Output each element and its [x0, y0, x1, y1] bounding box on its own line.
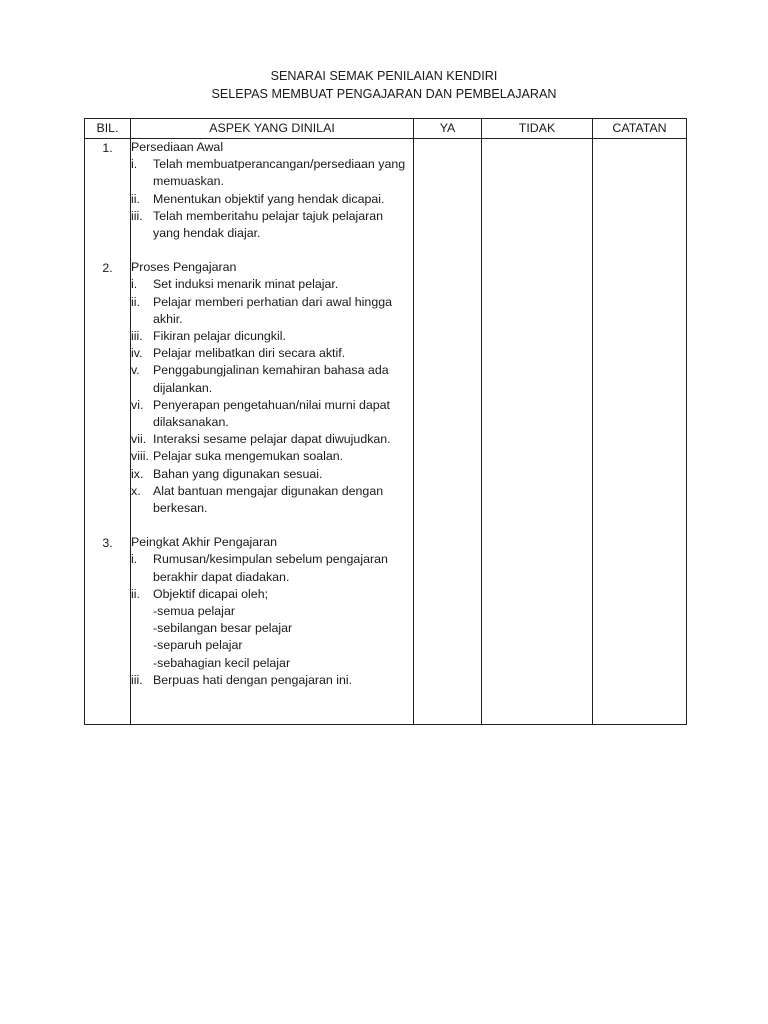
list-item	[131, 483, 413, 517]
table-body-row	[85, 139, 687, 725]
item-numeral: iii.	[131, 329, 143, 343]
item-numeral: ii.	[131, 586, 140, 601]
list-item	[131, 586, 413, 672]
list-item	[131, 448, 413, 465]
list-item	[131, 191, 413, 208]
section-number: 1.	[102, 140, 113, 155]
ya-checkbox-cell[interactable]	[414, 139, 482, 725]
item-sub-line: -separuh pelajar	[153, 638, 243, 653]
item-text: Telah memberitahu pelajar tajuk pelajaran yang hendak diajar.	[153, 208, 384, 240]
item-text: Fikiran pelajar dicungkil.	[153, 329, 286, 343]
item-sub-line: -semua pelajar	[153, 604, 235, 619]
catatan-notes-cell[interactable]	[593, 139, 687, 725]
item-sub-line: -sebahagian kecil pelajar	[153, 655, 291, 670]
item-numeral: vii.	[131, 432, 147, 447]
list-item	[131, 208, 413, 242]
item-text: Rumusan/kesimpulan sebelum pengajaran berakhir dapat diadakan.	[153, 552, 388, 584]
item-text: Pelajar melibatkan diri secara aktif.	[153, 346, 346, 361]
item-text: Pelajar memberi perhatian dari awal hingga akhir.	[153, 294, 392, 326]
list-item	[131, 294, 413, 328]
list-item	[131, 466, 413, 483]
item-numeral: viii.	[131, 449, 149, 464]
item-numeral: iii.	[131, 208, 143, 223]
section-title: Persediaan Awal	[131, 140, 224, 154]
item-text: Set induksi menarik minat pelajar.	[153, 277, 339, 292]
section-items	[131, 551, 413, 689]
list-item	[131, 672, 413, 689]
list-item	[131, 328, 413, 345]
title-line-2: SELEPAS MEMBUAT PENGAJARAN DAN PEMBELAJARAN	[211, 86, 557, 101]
section-items	[131, 156, 413, 242]
checklist-section	[131, 139, 413, 242]
item-text: Alat bantuan mengajar digunakan dengan berkesan.	[153, 483, 384, 516]
list-item	[131, 156, 413, 190]
list-item	[131, 551, 413, 585]
checklist-section	[131, 534, 413, 689]
item-numeral: iv.	[131, 346, 143, 361]
item-numeral: v.	[131, 363, 140, 378]
header-aspek: ASPEK YANG DINILAI	[131, 119, 414, 139]
item-sub-line: -sebilangan besar pelajar	[153, 621, 293, 636]
list-item	[131, 431, 413, 448]
item-text: Berpuas hati dengan pengajaran ini.	[153, 672, 353, 687]
item-numeral: i.	[131, 552, 138, 567]
item-numeral: ii.	[131, 191, 140, 206]
title-line-1: SENARAI SEMAK PENILAIAN KENDIRI	[270, 69, 498, 83]
item-text: Telah membuatperancangan/persediaan yang memuaskan.	[153, 157, 406, 189]
section-items	[131, 276, 413, 517]
table-header-row	[85, 119, 687, 139]
header-ya: YA	[414, 119, 482, 139]
sections-list	[131, 139, 413, 689]
list-item	[131, 397, 413, 431]
item-numeral: ii.	[131, 294, 140, 309]
item-text: Penyerapan pengetahuan/nilai murni dapat dilaksanakan.	[153, 397, 390, 430]
section-number: 2.	[102, 260, 113, 275]
header-tidak: TIDAK	[482, 119, 593, 139]
list-item	[131, 345, 413, 362]
item-text: Menentukan objektif yang hendak dicapai.	[153, 191, 385, 206]
item-numeral: x.	[131, 483, 141, 498]
checklist-table	[84, 118, 687, 725]
section-title: Proses Pengajaran	[131, 260, 237, 275]
header-bil: BIL.	[85, 119, 131, 139]
list-item	[131, 276, 413, 293]
list-item	[131, 362, 413, 396]
bil-column-cell	[85, 139, 131, 725]
tidak-checkbox-cell[interactable]	[482, 139, 593, 725]
item-text: Penggabungjalinan kemahiran bahasa ada dijalankan.	[153, 363, 389, 395]
item-text: Objektif dicapai oleh;	[153, 586, 269, 601]
aspek-column-cell	[131, 139, 414, 725]
item-text: Pelajar suka mengemukan soalan.	[153, 449, 344, 464]
section-number: 3.	[102, 535, 113, 550]
item-numeral: iii.	[131, 672, 143, 687]
item-numeral: ix.	[131, 466, 144, 481]
item-text: Interaksi sesame pelajar dapat diwujudkan.	[153, 432, 391, 447]
header-catatan: CATATAN	[593, 119, 687, 139]
checklist-section	[131, 259, 413, 517]
item-numeral: vi.	[131, 397, 144, 412]
item-numeral: i.	[131, 277, 138, 292]
item-numeral: i.	[131, 157, 138, 172]
section-title: Peingkat Akhir Pengajaran	[131, 535, 278, 550]
document-title	[0, 68, 768, 103]
item-text: Bahan yang digunakan sesuai.	[153, 466, 323, 481]
